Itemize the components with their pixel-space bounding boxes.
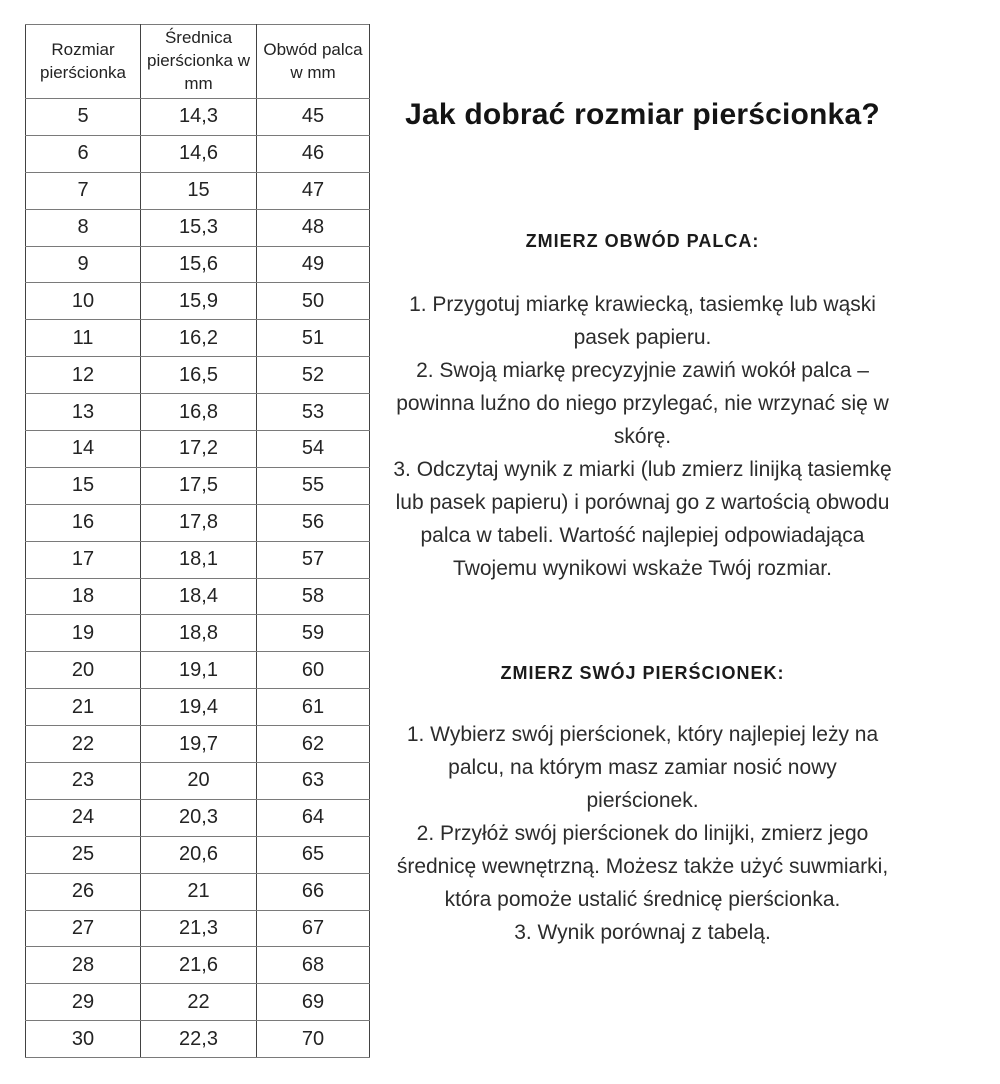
table-row <box>26 1021 370 1058</box>
table-cell: 15 <box>141 172 257 209</box>
table-cell: 24 <box>26 799 141 836</box>
table-cell: 70 <box>257 1021 370 1058</box>
table-cell: 30 <box>26 1021 141 1058</box>
table-cell: 18 <box>26 578 141 615</box>
table-row <box>26 726 370 763</box>
table-row <box>26 652 370 689</box>
table-header-ring-diameter: Średnica pierścionka w mm <box>141 25 257 99</box>
table-cell: 26 <box>26 873 141 910</box>
table-cell: 13 <box>26 394 141 431</box>
table-cell: 53 <box>257 394 370 431</box>
table-row <box>26 873 370 910</box>
table-cell: 19,7 <box>141 726 257 763</box>
table-cell: 62 <box>257 726 370 763</box>
table-row <box>26 431 370 468</box>
table-cell: 25 <box>26 836 141 873</box>
table-cell: 69 <box>257 984 370 1021</box>
table-cell: 8 <box>26 209 141 246</box>
table-row <box>26 578 370 615</box>
table-cell: 61 <box>257 689 370 726</box>
table-cell: 50 <box>257 283 370 320</box>
table-cell: 20 <box>26 652 141 689</box>
table-cell: 60 <box>257 652 370 689</box>
table-cell: 54 <box>257 431 370 468</box>
table-cell: 64 <box>257 799 370 836</box>
table-cell: 66 <box>257 873 370 910</box>
table-cell: 17,5 <box>141 467 257 504</box>
table-row <box>26 172 370 209</box>
table-row <box>26 135 370 172</box>
table-row <box>26 283 370 320</box>
table-cell: 7 <box>26 172 141 209</box>
table-row <box>26 357 370 394</box>
table-cell: 15,6 <box>141 246 257 283</box>
table-cell: 16 <box>26 504 141 541</box>
table-cell: 21 <box>26 689 141 726</box>
table-cell: 55 <box>257 467 370 504</box>
table-cell: 56 <box>257 504 370 541</box>
table-cell: 14,3 <box>141 99 257 136</box>
table-cell: 14,6 <box>141 135 257 172</box>
table-cell: 29 <box>26 984 141 1021</box>
table-cell: 68 <box>257 947 370 984</box>
table-row <box>26 467 370 504</box>
table-cell: 47 <box>257 172 370 209</box>
table-cell: 65 <box>257 836 370 873</box>
table-cell: 9 <box>26 246 141 283</box>
table-cell: 49 <box>257 246 370 283</box>
table-cell: 19 <box>26 615 141 652</box>
table-cell: 6 <box>26 135 141 172</box>
table-cell: 58 <box>257 578 370 615</box>
table-cell: 59 <box>257 615 370 652</box>
table-header-row <box>26 25 370 99</box>
table-cell: 23 <box>26 763 141 800</box>
table-cell: 17 <box>26 541 141 578</box>
section-heading-measure-finger: ZMIERZ OBWÓD PALCA: <box>525 231 760 251</box>
section-heading-measure-ring: ZMIERZ SWÓJ PIERŚCIONEK: <box>500 663 785 683</box>
step-text: 3. Wynik porównaj z tabelą. <box>514 921 771 944</box>
ring-size-table <box>25 24 370 1058</box>
table-cell: 12 <box>26 357 141 394</box>
table-cell: 16,2 <box>141 320 257 357</box>
table-cell: 52 <box>257 357 370 394</box>
table-cell: 15,3 <box>141 209 257 246</box>
table-row <box>26 615 370 652</box>
table-cell: 20,3 <box>141 799 257 836</box>
steps-measure-finger <box>390 288 895 585</box>
table-cell: 16,5 <box>141 357 257 394</box>
table-row <box>26 799 370 836</box>
step-text: 2. Swoją miarkę precyzyjnie zawiń wokół palca – powinna luźno do niego przylegać, nie wrzynać się w skórę. <box>396 359 889 448</box>
table-row <box>26 504 370 541</box>
table-cell: 20 <box>141 763 257 800</box>
step-text: 3. Odczytaj wynik z miarki (lub zmierz linijką tasiemkę lub pasek papieru) i porównaj go z wartością obwodu palca w tabeli. Wartość najlepiej odpowiadająca Twojemu wynikowi wskaże Twój rozmiar. <box>393 458 892 580</box>
steps-measure-ring <box>390 718 895 949</box>
table-row <box>26 984 370 1021</box>
step-text: 1. Przygotuj miarkę krawiecką, tasiemkę lub wąski pasek papieru. <box>409 293 876 349</box>
table-row <box>26 910 370 947</box>
table-cell: 18,4 <box>141 578 257 615</box>
table-cell: 21,6 <box>141 947 257 984</box>
table-cell: 63 <box>257 763 370 800</box>
step-text: 1. Wybierz swój pierścionek, który najlepiej leży na palcu, na którym masz zamiar nosić nowy pierścionek. <box>406 723 879 812</box>
table-row <box>26 99 370 136</box>
table-row <box>26 689 370 726</box>
table-header-finger-circumference: Obwód palca w mm <box>257 25 370 99</box>
table-cell: 21,3 <box>141 910 257 947</box>
table-cell: 17,8 <box>141 504 257 541</box>
table-cell: 15 <box>26 467 141 504</box>
table-cell: 22,3 <box>141 1021 257 1058</box>
table-row <box>26 394 370 431</box>
table-cell: 67 <box>257 910 370 947</box>
table-cell: 5 <box>26 99 141 136</box>
page-title: Jak dobrać rozmiar pierścionka? <box>405 98 880 131</box>
table-cell: 51 <box>257 320 370 357</box>
table-cell: 28 <box>26 947 141 984</box>
table-cell: 17,2 <box>141 431 257 468</box>
table-cell: 57 <box>257 541 370 578</box>
table-row <box>26 836 370 873</box>
table-cell: 20,6 <box>141 836 257 873</box>
table-cell: 46 <box>257 135 370 172</box>
table-cell: 11 <box>26 320 141 357</box>
table-cell: 16,8 <box>141 394 257 431</box>
guide-panel <box>390 0 895 1084</box>
table-row <box>26 246 370 283</box>
table-cell: 22 <box>26 726 141 763</box>
table-row <box>26 209 370 246</box>
table-row <box>26 947 370 984</box>
table-row <box>26 320 370 357</box>
table-cell: 19,4 <box>141 689 257 726</box>
table-row <box>26 763 370 800</box>
step-text: 2. Przyłóż swój pierścionek do linijki, zmierz jego średnicę wewnętrzną. Możesz także użyć suwmiarki, która pomoże ustalić średnicę pierścionka. <box>396 822 889 911</box>
table-cell: 15,9 <box>141 283 257 320</box>
table-cell: 18,8 <box>141 615 257 652</box>
table-cell: 48 <box>257 209 370 246</box>
table-cell: 18,1 <box>141 541 257 578</box>
table-cell: 22 <box>141 984 257 1021</box>
table-cell: 27 <box>26 910 141 947</box>
table-row <box>26 541 370 578</box>
table-header-ring-size: Rozmiar pierścionka <box>26 25 141 99</box>
table-cell: 21 <box>141 873 257 910</box>
table-cell: 45 <box>257 99 370 136</box>
table-cell: 10 <box>26 283 141 320</box>
table-cell: 19,1 <box>141 652 257 689</box>
table-cell: 14 <box>26 431 141 468</box>
